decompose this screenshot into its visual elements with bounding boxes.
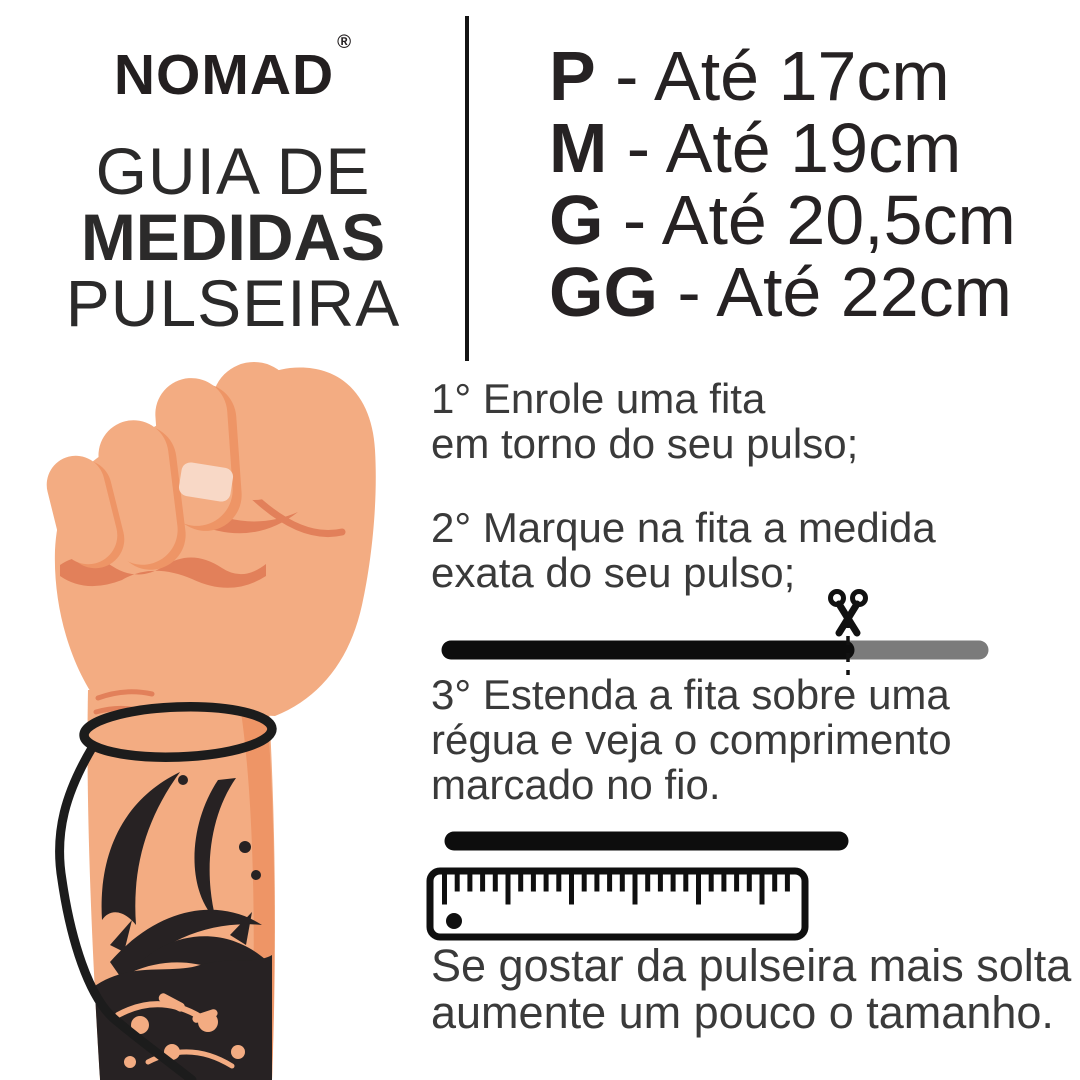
footer-line-1: Se gostar da pulseira mais solta — [431, 940, 1072, 991]
size-row-g — [549, 181, 1016, 259]
size-label: GG — [549, 253, 658, 331]
brand-logo — [0, 32, 466, 108]
title-line-2: MEDIDAS — [80, 200, 386, 274]
step-3 — [431, 672, 952, 807]
tape-line — [430, 820, 870, 862]
size-list — [549, 37, 1016, 331]
title-line-3: PULSEIRA — [65, 266, 401, 340]
step-1-line-2: em torno do seu pulso; — [431, 420, 859, 467]
ruler-dot — [446, 913, 462, 929]
page-title — [0, 134, 466, 340]
size-label: P — [549, 37, 596, 115]
size-value: - Até 22cm — [657, 253, 1012, 331]
step-3-line-3: marcado no fio. — [431, 761, 721, 808]
step-2 — [431, 505, 936, 595]
size-value: - Até 20,5cm — [603, 181, 1016, 259]
ruler-ticks — [442, 875, 794, 909]
footer-note — [431, 942, 1071, 1036]
size-value: - Até 19cm — [607, 109, 962, 187]
size-label: M — [549, 109, 608, 187]
step-2-line-2: exata do seu pulso; — [431, 549, 796, 596]
measure-tape-graphic — [430, 585, 1000, 680]
step-1 — [431, 376, 858, 466]
size-row-m — [549, 109, 1016, 187]
registered-mark-icon: ® — [337, 32, 353, 53]
ruler-graphic — [425, 864, 810, 944]
step-2-line-1: 2° Marque na fita a medida — [431, 504, 936, 551]
brand-block — [0, 32, 466, 340]
vertical-divider — [465, 16, 469, 361]
size-value: - Até 17cm — [595, 37, 950, 115]
size-row-p — [549, 37, 1016, 115]
brand-name: NOMAD — [113, 43, 335, 107]
footer-line-2: aumente um pouco o tamanho. — [431, 987, 1054, 1038]
step-3-line-1: 3° Estenda a fita sobre uma — [431, 671, 950, 718]
size-label: G — [549, 181, 604, 259]
step-3-line-2: régua e veja o comprimento — [431, 716, 952, 763]
fist-with-bracelet-illustration — [40, 360, 420, 1080]
step-1-line-1: 1° Enrole uma fita — [431, 375, 766, 422]
size-row-gg — [549, 253, 1016, 331]
title-line-1: GUIA DE — [95, 134, 371, 208]
